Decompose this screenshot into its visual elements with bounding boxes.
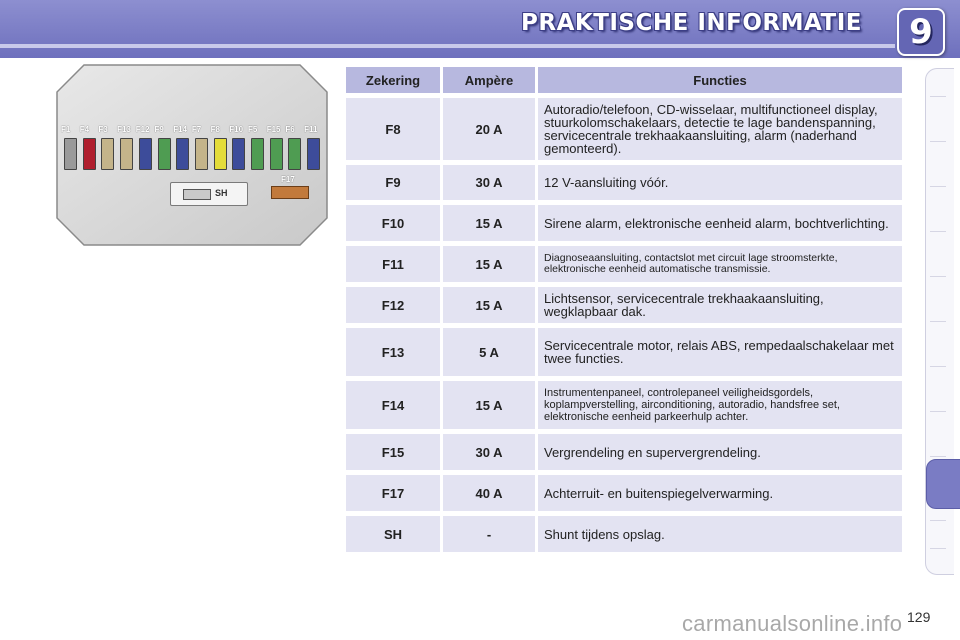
ampere-cell: - (443, 516, 535, 552)
header-stripe (0, 44, 895, 48)
fuse-label: F10 (229, 125, 244, 134)
function-cell: Instrumentenpaneel, controlepaneel veiligheidsgordels, koplampverstelling, airconditioning, autoradio, handsfree set, elektronische eenheid parkeerhulp achter. (538, 381, 902, 429)
chapter-tab-divider (930, 411, 946, 412)
fuse-f4 (83, 138, 96, 170)
fuse-label: F3 (98, 125, 108, 134)
function-cell: 12 V-aansluiting vóór. (538, 165, 902, 200)
function-cell: Diagnoseaansluiting, contactslot met circuit lage stroomsterkte, elektronische eenheid automatische transmissie. (538, 246, 902, 282)
fuse-f13 (120, 138, 133, 170)
chapter-tab-divider (930, 186, 946, 187)
chapter-tab-divider (930, 276, 946, 277)
fuse-cell: F12 (346, 287, 440, 323)
header-banner (0, 0, 960, 58)
ampere-cell: 30 A (443, 165, 535, 200)
fuse-f14 (176, 138, 189, 170)
fuse-label: F5 (248, 125, 258, 134)
table-header-row (346, 67, 902, 93)
ampere-cell: 40 A (443, 475, 535, 511)
chapter-badge (897, 8, 945, 56)
fuse-table (343, 62, 905, 557)
fuse-cell: F9 (346, 165, 440, 200)
fuse-cell: F14 (346, 381, 440, 429)
table-row (346, 205, 902, 241)
fuse-f8 (214, 138, 227, 170)
fuse-label: F4 (79, 125, 90, 134)
table-row (346, 516, 902, 552)
function-cell: Achterruit- en buitenspiegelverwarming. (538, 475, 902, 511)
fuse-cell: F10 (346, 205, 440, 241)
table-row (346, 475, 902, 511)
fuse-cell: F11 (346, 246, 440, 282)
table-row (346, 381, 902, 429)
fusebox-diagram (56, 64, 328, 246)
fuse-cell: F8 (346, 98, 440, 160)
function-cell: Autoradio/telefoon, CD-wisselaar, multifunctioneel display, stuurkolomschakelaars, detectie te lage bandenspanning, servicecentrale trekhaakaansluiting, alarm (naderhand gemonteerd). (538, 98, 902, 160)
table-row (346, 165, 902, 200)
chapter-tab-divider (930, 141, 946, 142)
fuse-label: F15 (266, 125, 281, 134)
fuse-f15 (270, 138, 283, 170)
fuse-cell: F17 (346, 475, 440, 511)
ampere-cell: 20 A (443, 98, 535, 160)
watermark: carmanualsonline.info (682, 611, 903, 636)
ampere-cell: 15 A (443, 381, 535, 429)
table-row (346, 98, 902, 160)
chapter-tab-divider (930, 456, 946, 457)
chapter-tab-divider (930, 96, 946, 97)
fuse-cell: F13 (346, 328, 440, 376)
chapter-tab-divider (930, 231, 946, 232)
fuse-label: F8 (210, 125, 220, 134)
header-functies: Functies (538, 67, 902, 93)
sh-label: SH (215, 188, 228, 198)
table-row (346, 287, 902, 323)
ampere-cell: 30 A (443, 434, 535, 470)
header-zekering: Zekering (346, 67, 440, 93)
page-title: PRAKTISCHE INFORMATIE (521, 10, 862, 36)
chapter-tab-divider (930, 366, 946, 367)
fuse-label: F6 (285, 125, 295, 134)
ampere-cell: 15 A (443, 205, 535, 241)
chapter-tab-divider (930, 548, 946, 549)
fusebox-outline (56, 64, 328, 246)
chapter-tab-divider (930, 321, 946, 322)
table-row (346, 328, 902, 376)
fuse-f12 (139, 138, 152, 170)
fuse-label: F11 (304, 125, 318, 134)
fuse-label: F7 (191, 125, 202, 134)
f17-fuse (271, 186, 309, 199)
fuse-label: F13 (117, 125, 131, 134)
table-row (346, 434, 902, 470)
fuse-f6 (288, 138, 301, 170)
function-cell: Vergrendeling en supervergrendeling. (538, 434, 902, 470)
chapter-tab-active[interactable] (926, 459, 960, 509)
header-ampere: Ampère (443, 67, 535, 93)
fuse-f1 (64, 138, 77, 170)
ampere-cell: 15 A (443, 287, 535, 323)
fuse-cell: SH (346, 516, 440, 552)
fuse-label: F1 (61, 125, 71, 134)
chapter-number: 9 (909, 12, 933, 52)
function-cell: Shunt tijdens opslag. (538, 516, 902, 552)
function-cell: Servicecentrale motor, relais ABS, rempedaalschakelaar met twee functies. (538, 328, 902, 376)
fuse-f7 (195, 138, 208, 170)
function-cell: Lichtsensor, servicecentrale trekhaakaansluiting, wegklapbaar dak. (538, 287, 902, 323)
fuse-f11 (307, 138, 320, 170)
ampere-cell: 5 A (443, 328, 535, 376)
fuse-label: F14 (173, 125, 187, 134)
fuse-f9 (158, 138, 171, 170)
fuse-label: F9 (154, 125, 164, 134)
sh-shunt (170, 182, 248, 206)
sh-shunt-body (183, 189, 211, 200)
ampere-cell: 15 A (443, 246, 535, 282)
function-cell: Sirene alarm, elektronische eenheid alarm, bochtverlichting. (538, 205, 902, 241)
fuse-f10 (232, 138, 245, 170)
fuse-label: F12 (135, 125, 150, 134)
fuse-f3 (101, 138, 114, 170)
chapter-tab-divider (930, 520, 946, 521)
f17-label: F17 (281, 175, 295, 184)
page-number: 129 (907, 609, 931, 625)
table-row (346, 246, 902, 282)
fuse-f5 (251, 138, 264, 170)
fuse-cell: F15 (346, 434, 440, 470)
